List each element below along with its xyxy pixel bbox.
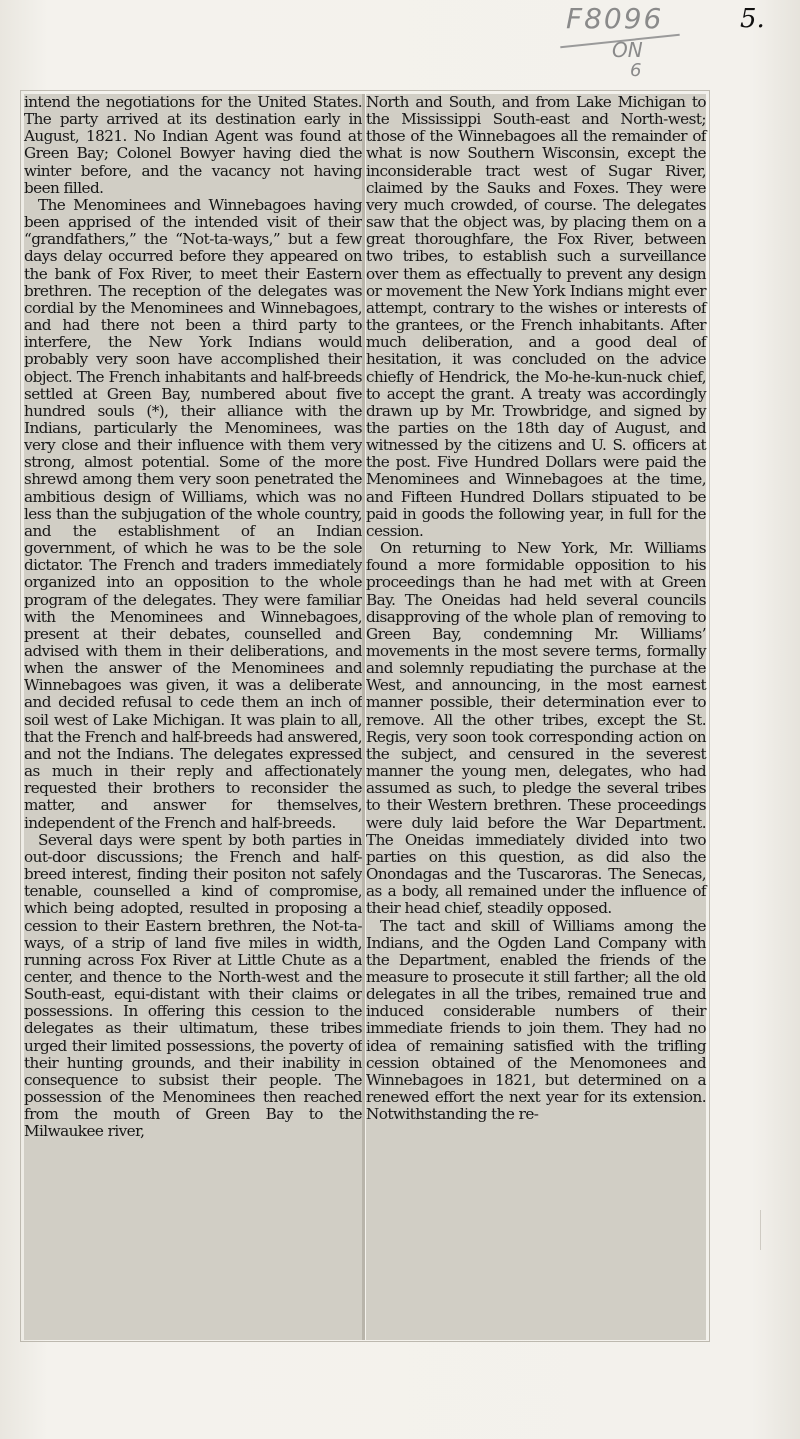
left-paragraph-1: intend the negotiations for the United States. The party arrived at its destination early in August, 1821. No Indian Agent was found at Green Bay; Colonel Bowyer having died the winter before, and the vacancy not having been filled. [24, 93, 362, 197]
archive-note-6: 6 [630, 60, 642, 81]
right-paragraph-3: The tact and skill of Williams among the Indians, and the Ogden Land Company with the Department, enabled the friends of the measure to prosecute it still farther; all the old delegates in all the tribes, remained true and induced considerable numbers of their immediate friends to join them. They had no idea of remaining satisfied with the trifling cession obtained of the Menomonees and Winnebagoes in 1821, but determined on a renewed effort the next year for its extension. Notwithstanding the re- [366, 916, 706, 1124]
article-left-column [24, 94, 362, 1340]
column-gutter [362, 94, 365, 1340]
page-number: 5. [740, 4, 765, 34]
archive-note-on: ON [612, 38, 643, 62]
right-paragraph-1: North and South, and from Lake Michigan to the Mississippi South-east and North-west; those of the Winnebagoes all the remainder of what is now Southern Wisconsin, except the inconsiderable tract west of Sugar River, claimed by the Sauks and Foxes. They were very much crowded, of course. The delegates saw that the object was, by placing them on a great thoroughfare, the Fox River, between two tribes, to establish such a surveillance over them as effectually to prevent any design or movement the New York Indians might ever attempt, contrary to the wishes or interests of the grantees, or the French inhabitants. After much deliberation, and a good deal of hesitation, it was concluded on the advice chiefly of Hendrick, the Mo-he-kun-nuck chief, to accept the grant. A treaty was accordingly drawn up by Mr. Trowbridge, and signed by the parties on the 18th day of August, and witnessed by the citizens and U. S. officers at the post. Five Hundred Dollars were paid the Menominees and Winnebagoes at the time, and Fifteen Hundred Dollars stipuated to be paid in goods the following year, in full for the cession. [366, 93, 706, 540]
left-paragraph-2: The Menominees and Winnebagoes having been apprised of the intended visit of their “grandfathers,” the “Not-ta-ways,” but a few days delay occurred before they appeared on the bank of Fox River, to meet their Eastern brethren. The reception of the delegates was cordial by the Menominees and Winnebagoes, and had there not been a third party to interfere, the New York Indians would probably very soon have accomplished their object. The French inhabitants and half-breeds settled at Green Bay, numbered about five hundred souls (*), their alliance with the Indians, particularly the Menominees, was very close and their influence with them very strong, almost potential. Some of the more shrewd among them very soon penetrated the ambitious design of Williams, which was no less than the subjugation of the whole country, and the establishment of an Indian government, of which he was to be the sole dictator. The French and traders immediately organized into an opposition to the whole program of the delegates. They were familiar with the Menominees and Winnebagoes, present at their debates, counselled and advised with them in their deliberations, and when the answer of the Menominees and Winnebagoes was given, it was a deliberate and decided refusal to cede them an inch of soil west of Lake Michigan. It was plain to all, that the French and half-breeds had answered, and not the Indians. The delegates expressed as much in their reply and affectionately requested their brothers to reconsider the matter, and answer for themselves, independent of the French and half-breeds. [24, 195, 362, 832]
page-crease [760, 1210, 775, 1250]
left-paragraph-3: Several days were spent by both parties in out-door discussions; the French and half-breed interest, finding their positon not safely tenable, counselled a kind of compromise, which being adopted, resulted in proposing a cession to their Eastern brethren, the Not-ta-ways, of a strip of land five miles in width, running across Fox River at Little Chute as a center, and thence to the North-west and the South-east, equi-distant with their claims or possessions. In offering this cession to the delegates as their ultimatum, these tribes urged their limited possessions, the poverty of their hunting grounds, and their inability in consequence to subsist their people. The possession of the Menominees then reached from the mouth of Green Bay to the Milwaukee river, [24, 830, 362, 1141]
right-paragraph-2: On returning to New York, Mr. Williams found a more formidable opposition to his proceedings than he had met with at Green Bay. The Oneidas had held several councils disapproving of the whole plan of removing to Green Bay, condemning Mr. Williams’ movements in the most severe terms, formally and solemnly repudiating the purchase at the West, and announcing, in the most earnest manner possible, their determination ever to remove. All the other tribes, except the St. Regis, very soon took corresponding action on the subject, and censured in the severest manner the young men, delegates, who had assumed as such, to pledge the several tribes to their Western brethren. These proceedings were duly laid before the War Department. The Oneidas immediately divided into two parties on this question, as did also the Onondagas and the Tuscaroras. The Senecas, as a body, all remained under the influence of their head chief, steadily opposed. [366, 539, 706, 918]
handwritten-archive-note [560, 2, 690, 82]
article-right-column [366, 94, 706, 1340]
archive-number: F8096 [566, 2, 664, 35]
